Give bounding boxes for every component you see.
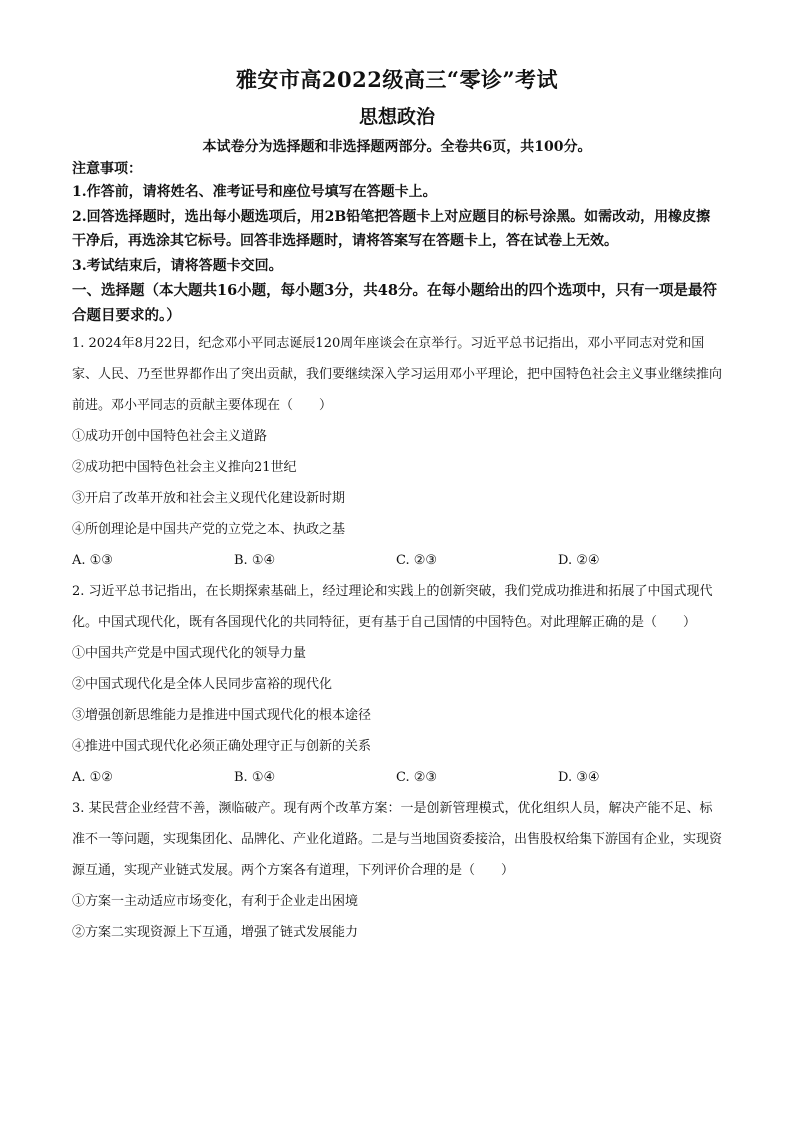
exam-page	[72, 62, 722, 948]
choice-c: C. ②③	[396, 770, 438, 785]
exam-intro: 本试卷分为选择题和非选择题两部分。全卷共6页，共100分。	[202, 139, 592, 155]
statement-option: ③增强创新思维能力是推进中国式现代化的根本途径	[72, 708, 372, 723]
statement-option: ②方案二实现资源上下互通，增强了链式发展能力	[72, 925, 359, 940]
question-stem-1: 1. 2024年8月22日，纪念邓小平同志诞辰120周年座谈会在京举行。习近平总书记指出，邓小平同志对党和国家、人民、乃至世界都作出了突出贡献，我们要继续深入学习运用邓小平理论，把中国特色社会主义事业继续推向前进。邓小平同志的贡献主要体现在（ ）	[72, 336, 723, 413]
choice-c: C. ②③	[396, 553, 438, 568]
notice-item: 3.考试结束后，请将答题卡交回。	[72, 257, 283, 274]
choice-d: D. ②④	[558, 553, 600, 568]
answer-choices-2	[72, 762, 722, 793]
choice-a: A. ①②	[72, 770, 113, 785]
statement-option: ②中国式现代化是全体人民同步富裕的现代化	[72, 677, 333, 692]
question-stem-2: 2. 习近平总书记指出，在长期探索基础上，经过理论和实践上的创新突破，我们党成功推进和拓展了中国式现代化。中国式现代化，既有各国现代化的共同特征，更有基于自己国情的中国特色。对此理解正确的是（ ）	[72, 584, 713, 630]
choice-b: B. ①④	[234, 553, 276, 568]
notice-item: 2.回答选择题时，选出每小题选项后，用2B铅笔把答题卡上对应题目的标号涂黑。如需改动，用橡皮擦干净后，再选涂其它标号。回答非选择题时，请将答案写在答题卡上，答在试卷上无效。	[72, 208, 711, 249]
choice-a: A. ①③	[72, 553, 113, 568]
exam-title: 雅安市高2022级高三“零诊”考试	[235, 67, 559, 92]
statement-option: ①中国共产党是中国式现代化的领导力量	[72, 646, 307, 661]
notice-heading: 注意事项：	[72, 161, 142, 177]
statement-option: ③开启了改革开放和社会主义现代化建设新时期	[72, 491, 346, 506]
notice-item: 1.作答前，请将姓名、准考证号和座位号填写在答题卡上。	[72, 184, 437, 200]
statement-option: ④所创理论是中国共产党的立党之本、执政之基	[72, 522, 346, 537]
statement-option: ④推进中国式现代化必须正确处理守正与创新的关系	[72, 739, 372, 754]
answer-choices-1	[72, 545, 722, 576]
choice-d: D. ③④	[558, 770, 600, 785]
question-stem-3: 3. 某民营企业经营不善，濒临破产。现有两个改革方案：一是创新管理模式，优化组织人员，解决产能不足、标准不一等问题，实现集团化、品牌化、产业化道路。二是与当地国资委接洽，出售股权给集下游国有企业，实现资源互通，实现产业链式发展。两个方案各有道理，下列评价合理的是（ ）	[72, 801, 723, 878]
statement-option: ②成功把中国特色社会主义推向21世纪	[72, 460, 297, 475]
section-heading: 一、选择题（本大题共16小题，每小题3分，共48分。在每小题给出的四个选项中，只有一项是最符合题目要求的。）	[72, 282, 717, 324]
choice-b: B. ①④	[234, 770, 276, 785]
statement-option: ①方案一主动适应市场变化，有利于企业走出困境	[72, 894, 359, 909]
subject-title: 思想政治	[358, 106, 435, 128]
statement-option: ①成功开创中国特色社会主义道路	[72, 429, 268, 444]
